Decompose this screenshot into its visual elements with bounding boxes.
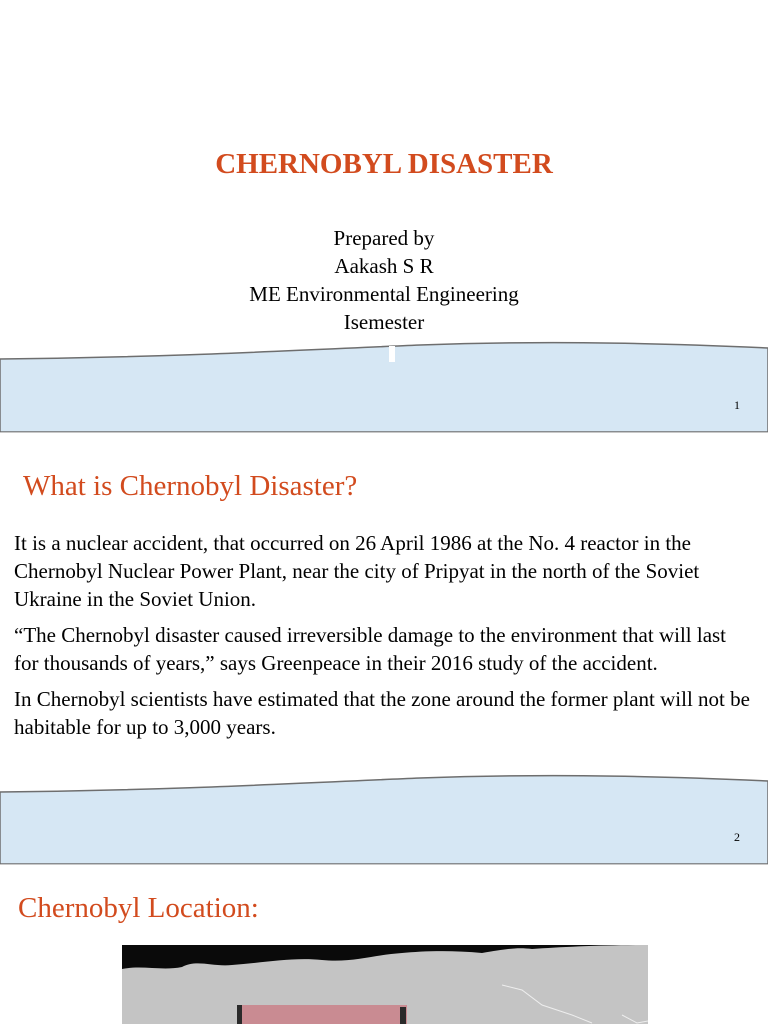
page-number: 2 xyxy=(734,830,740,844)
slide-title: CHERNOBYL DISASTER xyxy=(215,148,553,180)
slide-subtitle xyxy=(0,224,768,336)
body-paragraph: In Chernobyl scientists have estimated that the zone around the former plant will not be habitable for up to 3,000 years. xyxy=(14,687,750,739)
footer-wave-decoration xyxy=(0,771,768,864)
subtitle-line: ME Environmental Engineering xyxy=(249,282,519,306)
slide-3 xyxy=(0,865,768,1024)
slide-2 xyxy=(0,433,768,864)
slide-body xyxy=(14,529,754,749)
body-paragraph: “The Chernobyl disaster caused irreversible damage to the environment that will last for thousands of years,” says Greenpeace in their 2016 study of the accident. xyxy=(14,623,727,675)
body-paragraph: It is a nuclear accident, that occurred on 26 April 1986 at the No. 4 reactor in the Chernobyl Nuclear Power Plant, near the city of Pripyat in the north of the Soviet Ukraine in the Soviet Union. xyxy=(14,531,700,611)
slide-heading: Chernobyl Location: xyxy=(18,892,259,924)
slide-1 xyxy=(0,0,768,432)
footer-wave-decoration xyxy=(0,338,768,432)
region-highlight xyxy=(237,1005,407,1024)
subtitle-line: Isemester xyxy=(343,310,425,334)
page-number: 1 xyxy=(734,398,740,412)
slide-heading: What is Chernobyl Disaster? xyxy=(23,470,358,502)
subtitle-line: Prepared by xyxy=(333,226,435,250)
wave-marker xyxy=(389,346,395,362)
subtitle-line: Aakash S R xyxy=(334,254,434,278)
chernobyl-location-map xyxy=(122,945,648,1024)
